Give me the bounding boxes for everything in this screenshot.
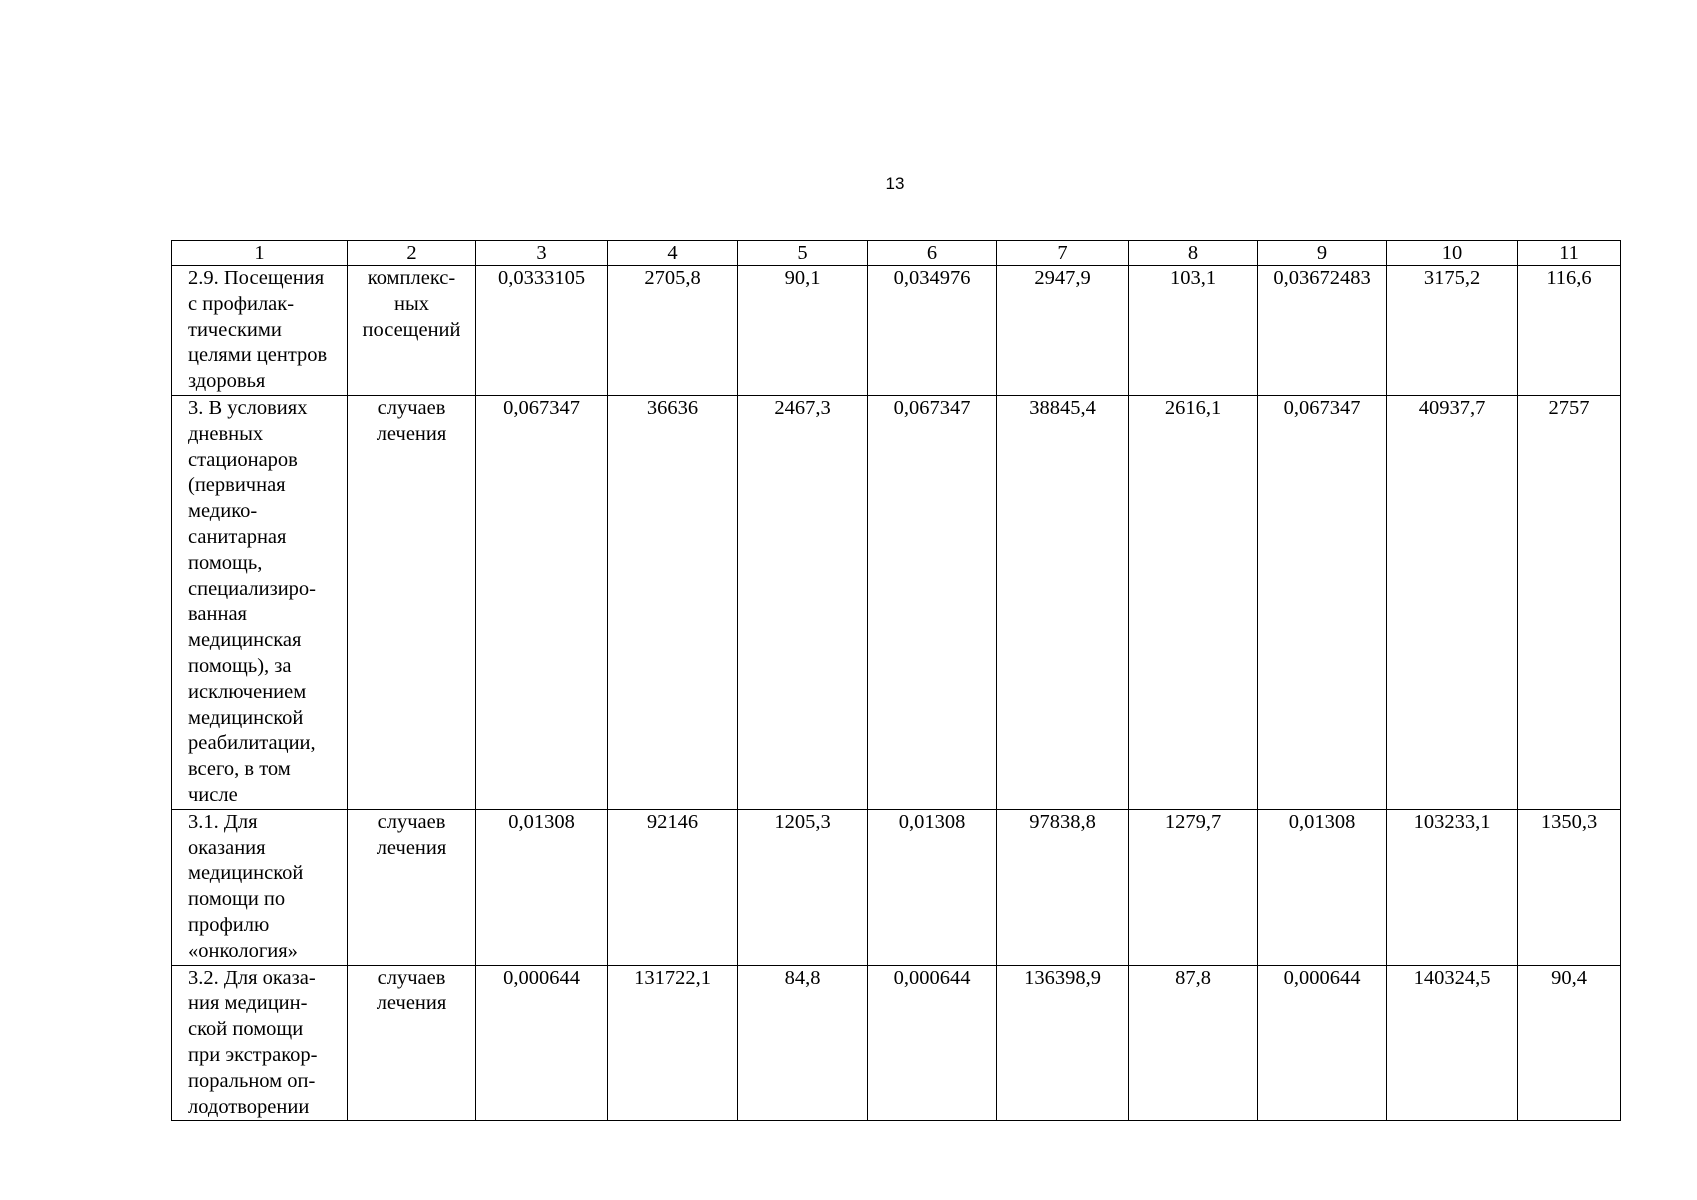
- row-unit-cell: [348, 395, 476, 809]
- value-cell: 38845,4: [997, 395, 1129, 809]
- header-cell: 4: [608, 241, 738, 266]
- row-name-line: 3.2. Для оказа-: [188, 966, 316, 989]
- row-name-line: медицинская: [188, 629, 302, 652]
- table-row: [172, 266, 1621, 396]
- value-cell: 90,4: [1518, 965, 1621, 1121]
- value-cell: 92146: [608, 809, 738, 965]
- value-cell: 97838,8: [997, 809, 1129, 965]
- value-cell: 0,067347: [868, 395, 997, 809]
- row-name-line: целями центров: [188, 344, 328, 367]
- row-name-line: (первичная: [188, 474, 286, 497]
- value-cell: 0,067347: [476, 395, 608, 809]
- row-unit-line: случаев: [377, 810, 446, 833]
- row-name-line: здоровья: [188, 370, 266, 393]
- row-unit-line: лечения: [376, 422, 447, 445]
- row-unit-line: случаев: [377, 396, 446, 419]
- value-cell: 0,01308: [476, 809, 608, 965]
- value-cell: 0,01308: [1258, 809, 1387, 965]
- row-name-cell: [172, 965, 348, 1121]
- value-cell: 2947,9: [997, 266, 1129, 396]
- row-name-cell: [172, 395, 348, 809]
- row-name-line: «онкология»: [188, 939, 298, 962]
- header-cell: 9: [1258, 241, 1387, 266]
- value-cell: 1205,3: [738, 809, 868, 965]
- value-cell: 0,000644: [476, 965, 608, 1121]
- row-name-line: при экстракор-: [188, 1043, 318, 1066]
- header-cell: 2: [348, 241, 476, 266]
- row-unit-line: лечения: [376, 836, 447, 859]
- header-cell: 11: [1518, 241, 1621, 266]
- row-unit-line: посещений: [362, 318, 461, 341]
- value-cell: 2757: [1518, 395, 1621, 809]
- page-number: 13: [885, 174, 905, 193]
- row-name-line: 2.9. Посещения: [188, 267, 325, 289]
- value-cell: 0,034976: [868, 266, 997, 396]
- value-cell: 116,6: [1518, 266, 1621, 396]
- value-cell: 36636: [608, 395, 738, 809]
- row-name-line: ния медицин-: [188, 992, 308, 1015]
- header-cell: 3: [476, 241, 608, 266]
- value-cell: 3175,2: [1387, 266, 1518, 396]
- table-header-row: [172, 241, 1621, 266]
- table-row: [172, 809, 1621, 965]
- row-name-line: 3. В условиях: [188, 396, 308, 419]
- row-name-line: ванная: [188, 603, 247, 626]
- table-row: [172, 965, 1621, 1121]
- header-cell: 5: [738, 241, 868, 266]
- value-cell: 103233,1: [1387, 809, 1518, 965]
- value-cell: 2705,8: [608, 266, 738, 396]
- header-cell: 6: [868, 241, 997, 266]
- row-name-line: медико-: [188, 500, 258, 523]
- value-cell: 2616,1: [1129, 395, 1258, 809]
- row-unit-line: случаев: [377, 966, 446, 989]
- row-unit-cell: [348, 809, 476, 965]
- header-cell: 7: [997, 241, 1129, 266]
- row-name-cell: [172, 809, 348, 965]
- row-name-line: лодотворении: [188, 1095, 310, 1118]
- row-name-line: исключением: [188, 680, 307, 703]
- value-cell: 1350,3: [1518, 809, 1621, 965]
- value-cell: 2467,3: [738, 395, 868, 809]
- value-cell: 131722,1: [608, 965, 738, 1121]
- value-cell: 0,01308: [868, 809, 997, 965]
- header-cell: 10: [1387, 241, 1518, 266]
- data-table: [171, 240, 1621, 1121]
- value-cell: 0,067347: [1258, 395, 1387, 809]
- value-cell: 1279,7: [1129, 809, 1258, 965]
- header-cell: 8: [1129, 241, 1258, 266]
- row-name-line: санитарная: [188, 525, 287, 548]
- row-unit-line: ных: [394, 292, 429, 315]
- value-cell: 136398,9: [997, 965, 1129, 1121]
- row-name-line: с профилак-: [188, 292, 295, 315]
- row-name-line: числе: [188, 783, 238, 806]
- row-name-line: помощи по: [188, 888, 286, 911]
- row-name-line: помощь), за: [188, 654, 292, 677]
- value-cell: 140324,5: [1387, 965, 1518, 1121]
- value-cell: 0,000644: [1258, 965, 1387, 1121]
- value-cell: 84,8: [738, 965, 868, 1121]
- row-unit-cell: [348, 965, 476, 1121]
- row-name-line: поральном оп-: [188, 1069, 316, 1092]
- value-cell: 0,03672483: [1258, 266, 1387, 396]
- row-unit-cell: [348, 266, 476, 396]
- row-name-line: оказания: [188, 836, 266, 859]
- row-name-line: 3.1. Для: [188, 810, 258, 833]
- header-cell: 1: [172, 241, 348, 266]
- row-name-line: профилю: [188, 913, 270, 936]
- row-name-line: ской помощи: [188, 1018, 304, 1041]
- row-name-line: всего, в том: [188, 758, 291, 781]
- row-unit-line: комплекс-: [367, 267, 456, 289]
- value-cell: 40937,7: [1387, 395, 1518, 809]
- value-cell: 0,0333105: [476, 266, 608, 396]
- value-cell: 103,1: [1129, 266, 1258, 396]
- row-name-line: медицинской: [188, 862, 304, 885]
- row-name-line: помощь,: [188, 551, 263, 574]
- row-unit-line: лечения: [376, 992, 447, 1015]
- row-name-line: реабилитации,: [188, 732, 316, 755]
- table-row: [172, 395, 1621, 809]
- row-name-cell: [172, 266, 348, 396]
- value-cell: 87,8: [1129, 965, 1258, 1121]
- value-cell: 0,000644: [868, 965, 997, 1121]
- row-name-line: специализиро-: [188, 577, 316, 600]
- row-name-line: стационаров: [188, 448, 298, 471]
- value-cell: 90,1: [738, 266, 868, 396]
- row-name-line: тическими: [188, 318, 282, 341]
- row-name-line: медицинской: [188, 706, 304, 729]
- row-name-line: дневных: [188, 422, 264, 445]
